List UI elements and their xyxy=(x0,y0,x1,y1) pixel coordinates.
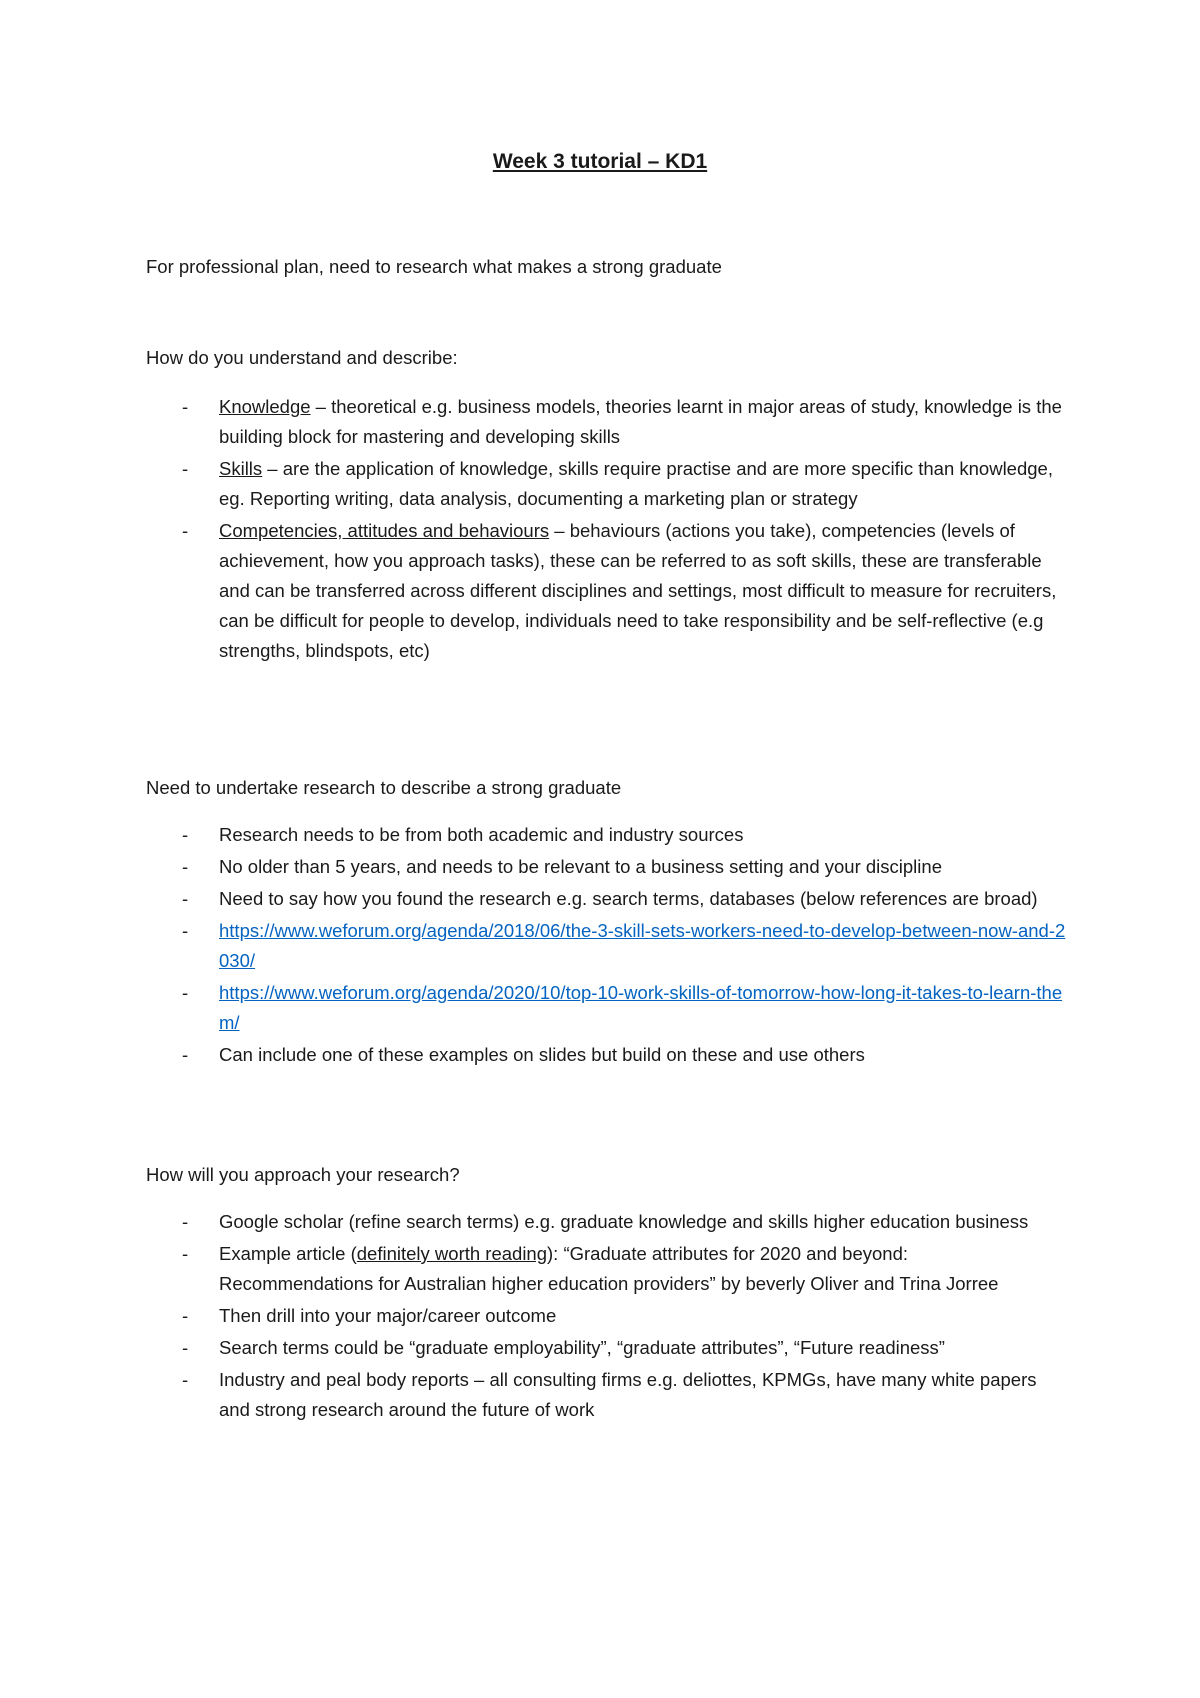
list-item xyxy=(146,1301,1066,1331)
section2-list xyxy=(146,820,1066,1072)
dash-bullet: - xyxy=(182,1211,189,1232)
list-item-text: Industry and peal body reports – all consulting firms e.g. deliottes, KPMGs, have many white papers and strong research around the future of work xyxy=(219,1369,1037,1420)
emphasis-underline: definitely worth reading xyxy=(356,1243,548,1264)
list-item xyxy=(146,392,1066,452)
list-item xyxy=(146,852,1066,882)
list-item-text: Then drill into your major/career outcome xyxy=(219,1305,557,1326)
list-item-text: Research needs to be from both academic and industry sources xyxy=(219,824,744,845)
dash-bullet: - xyxy=(182,982,189,1003)
list-item xyxy=(146,1333,1066,1363)
dash-bullet: - xyxy=(182,856,189,877)
section3-list xyxy=(146,1207,1066,1427)
dash-bullet: - xyxy=(182,920,189,941)
list-item xyxy=(146,1365,1066,1425)
page-title: Week 3 tutorial – KD1 xyxy=(492,150,708,173)
term-competencies: Competencies, attitudes and behaviours xyxy=(219,520,550,541)
section1-list xyxy=(146,392,1066,668)
list-item-text: Need to say how you found the research e.g. search terms, databases (below references are broad) xyxy=(219,888,1038,909)
section1-heading: How do you understand and describe: xyxy=(146,347,458,368)
list-item xyxy=(146,978,1066,1038)
dash-bullet: - xyxy=(182,458,189,479)
list-item xyxy=(146,916,1066,976)
term-skills: Skills xyxy=(219,458,263,479)
dash-bullet: - xyxy=(182,1243,189,1264)
dash-bullet: - xyxy=(182,1044,189,1065)
list-item-text: No older than 5 years, and needs to be relevant to a business setting and your discipline xyxy=(219,856,942,877)
list-item xyxy=(146,1207,1066,1237)
dash-bullet: - xyxy=(182,1305,189,1326)
term-description: – behaviours (actions you take), competencies (levels of achievement, how you approach tasks), these can be referred to as soft skills, these are transferable and can be transferred across different disciplines and settings, most difficult to measure for recruiters, can be difficult for people to develop, individuals need to take responsibility and be self-reflective (e.g strengths, blindspots, etc) xyxy=(219,520,1057,661)
list-item xyxy=(146,884,1066,914)
intro-paragraph: For professional plan, need to research what makes a strong graduate xyxy=(146,256,722,277)
dash-bullet: - xyxy=(182,396,189,417)
list-item-text: ): “Graduate attributes for 2020 and beyond: Recommendations for Australian higher education providers” by beverly Oliver and Trina Jorree xyxy=(219,1243,999,1294)
list-item-text: Example article ( xyxy=(219,1243,357,1264)
weforum-link-2020[interactable]: https://www.weforum.org/agenda/2020/10/top-10-work-skills-of-tomorrow-how-long-it-takes-to-learn-them/ xyxy=(219,982,1063,1033)
dash-bullet: - xyxy=(182,888,189,909)
list-item xyxy=(146,454,1066,514)
list-item xyxy=(146,516,1066,666)
dash-bullet: - xyxy=(182,1337,189,1358)
section2-heading: Need to undertake research to describe a strong graduate xyxy=(146,777,622,798)
list-item xyxy=(146,1040,1066,1070)
list-item xyxy=(146,820,1066,850)
section3-heading: How will you approach your research? xyxy=(146,1164,460,1185)
term-description: – are the application of knowledge, skills require practise and are more specific than knowledge, eg. Reporting writing, data analysis, documenting a marketing plan or strategy xyxy=(219,458,1053,509)
term-knowledge: Knowledge xyxy=(219,396,311,417)
list-item-text: Can include one of these examples on slides but build on these and use others xyxy=(219,1044,865,1065)
list-item xyxy=(146,1239,1066,1299)
list-item-text: Google scholar (refine search terms) e.g. graduate knowledge and skills higher education business xyxy=(219,1211,1029,1232)
dash-bullet: - xyxy=(182,824,189,845)
weforum-link-2018[interactable]: https://www.weforum.org/agenda/2018/06/the-3-skill-sets-workers-need-to-develop-between-now-and-2030/ xyxy=(219,920,1066,971)
dash-bullet: - xyxy=(182,1369,189,1390)
dash-bullet: - xyxy=(182,520,189,541)
list-item-text: Search terms could be “graduate employability”, “graduate attributes”, “Future readiness” xyxy=(219,1337,945,1358)
term-description: – theoretical e.g. business models, theories learnt in major areas of study, knowledge is the building block for mastering and developing skills xyxy=(219,396,1062,447)
